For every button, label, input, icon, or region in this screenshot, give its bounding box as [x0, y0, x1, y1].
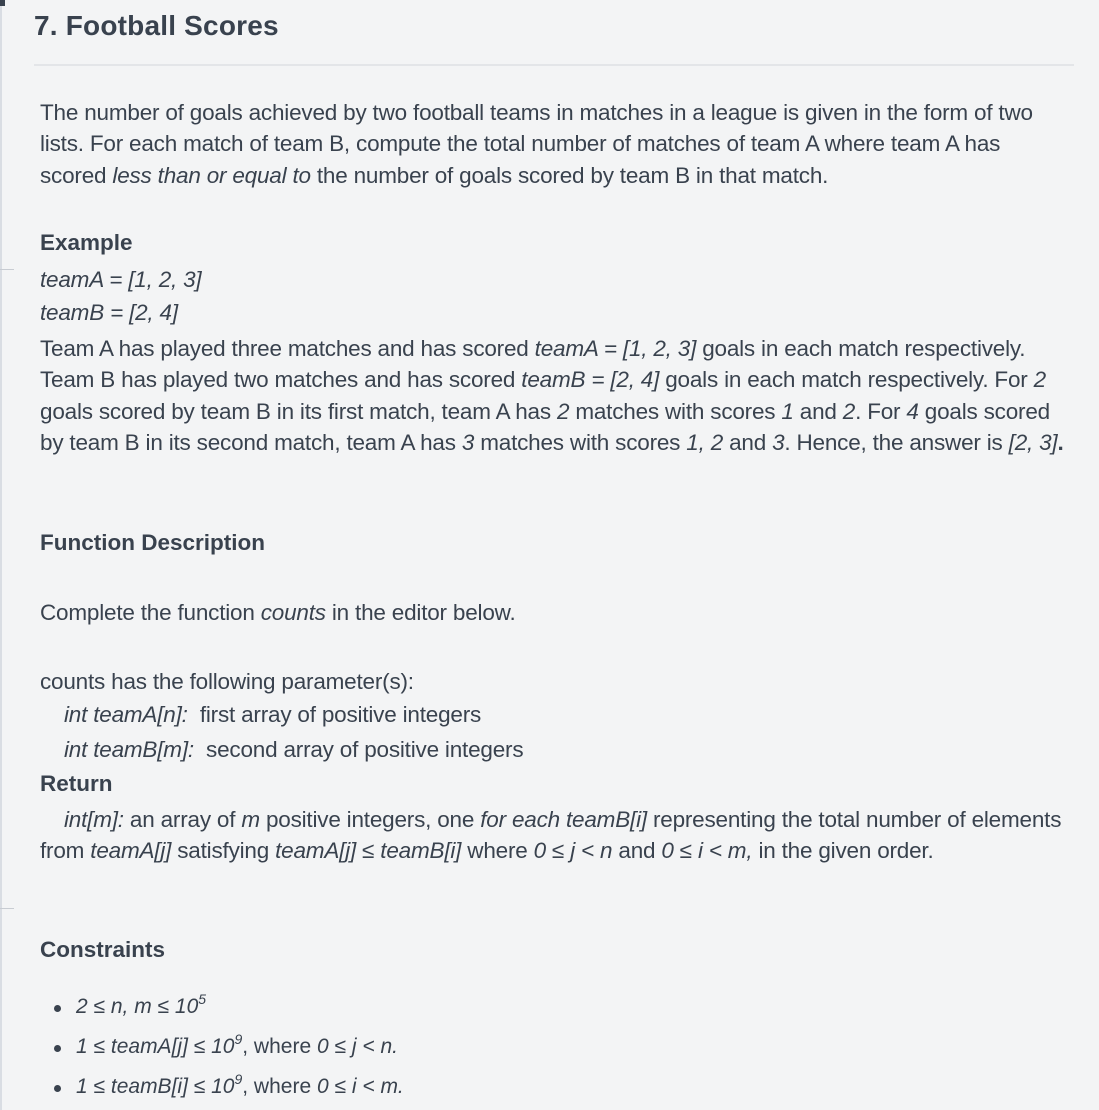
parameter-team-b [64, 737, 523, 763]
return-text: and [612, 838, 662, 864]
constraints-heading: Constraints [40, 937, 166, 962]
constraint-item [40, 990, 404, 1030]
return-description [40, 804, 1068, 867]
constraints-list [40, 990, 404, 1110]
example-team-a: teamA = [1, 2, 3] [40, 267, 202, 292]
function-name: counts [260, 600, 326, 625]
example-var: 2 [556, 398, 570, 424]
description-emphasis: less than or equal to [112, 162, 311, 188]
constraint-expr: 1 ≤ teamB[i] ≤ 10 [76, 1075, 235, 1098]
function-description-heading: Function Description [40, 530, 265, 555]
example-var: 3 [772, 429, 785, 455]
return-text: in the given order. [752, 838, 934, 864]
parameter-name: int teamB[m]: [64, 737, 194, 762]
return-var: for each teamB[i] [480, 807, 647, 832]
parameter-desc: first array of positive integers [187, 702, 482, 727]
constraint-item [40, 1030, 404, 1070]
return-var: 0 ≤ i < m, [661, 838, 753, 864]
example-text: matches with scores [474, 429, 687, 455]
example-text: goals scored by team B in its first match, team A has [40, 398, 557, 424]
parameter-desc: second array of positive integers [193, 737, 524, 762]
example-heading: Example [40, 230, 133, 255]
example-var: 3 [461, 429, 475, 455]
constraint-text: , where [242, 1035, 317, 1058]
example-answer: [2, 3] [1008, 429, 1058, 455]
example-var: 1, 2 [686, 429, 724, 455]
left-panel-edge [0, 0, 2, 1110]
example-var: 2 [842, 398, 856, 424]
instruction-text: Complete the function [40, 600, 261, 625]
example-text: . For [855, 398, 907, 424]
description-text: The number of goals achieved by two football teams in matches in a league is given in the form of two lists. For each match of team B, compute the total number of matches of team A where team A has scored [40, 100, 1033, 188]
page-title: 7. Football Scores [34, 10, 279, 41]
example-text: . Hence, the answer is [784, 429, 1009, 455]
example-var: 4 [906, 398, 919, 424]
constraint-expr: 2 ≤ n, m ≤ 10 [76, 995, 199, 1018]
parameters-intro: counts has the following parameter(s): [40, 669, 414, 694]
constraint-condition: 0 ≤ i < m. [316, 1075, 404, 1098]
example-explanation [40, 333, 1068, 458]
left-panel-divider [0, 269, 14, 270]
example-text: goals scored by team B in its second match, team A has [40, 398, 1050, 455]
problem-description [40, 97, 1068, 191]
example-text: goals in each match respectively. Team B has played two matches and has scored [40, 336, 1026, 393]
return-heading: Return [40, 771, 113, 796]
return-text: an array of [123, 807, 242, 832]
return-var: m [241, 807, 260, 832]
return-text: positive integers, one [259, 807, 481, 832]
return-var: 0 ≤ j < n [533, 838, 613, 864]
example-team-b: teamB = [2, 4] [40, 300, 178, 325]
constraint-exponent: 5 [198, 991, 207, 1007]
function-instruction [40, 597, 1068, 628]
example-var: 2 [1033, 367, 1046, 393]
example-text: and [723, 429, 773, 455]
example-text: . [1057, 429, 1064, 455]
return-text: representing the total number of elements from [40, 807, 1062, 864]
example-text: matches with scores [569, 398, 782, 424]
example-text: and [793, 398, 843, 424]
example-text: goals in each match respectively. For [659, 367, 1034, 393]
description-text: the number of goals scored by team B in that match. [310, 162, 829, 188]
constraint-exponent: 9 [234, 1031, 243, 1047]
parameter-team-a [64, 702, 481, 728]
example-var: 1 [781, 398, 794, 424]
title-divider [34, 64, 1074, 66]
left-panel-divider [0, 908, 14, 909]
return-type: int[m]: [64, 807, 124, 832]
constraint-exponent: 9 [234, 1071, 243, 1087]
constraint-condition: 0 ≤ j < n. [316, 1035, 398, 1058]
example-var: teamB = [2, 4] [521, 367, 660, 393]
constraint-expr: 1 ≤ teamA[j] ≤ 10 [76, 1035, 235, 1058]
return-var: teamA[j] [90, 838, 172, 864]
constraint-text: , where [242, 1075, 317, 1098]
example-text: Team A has played three matches and has scored [40, 336, 535, 361]
return-text: satisfying [171, 838, 276, 864]
constraint-item [40, 1070, 404, 1110]
instruction-text: in the editor below. [325, 600, 516, 625]
example-var: teamA = [1, 2, 3] [534, 336, 697, 361]
return-var: teamA[j] ≤ teamB[i] [275, 838, 462, 864]
return-text: where [461, 838, 534, 864]
left-panel-edge-marker [0, 0, 5, 6]
parameter-name: int teamA[n]: [64, 702, 188, 727]
